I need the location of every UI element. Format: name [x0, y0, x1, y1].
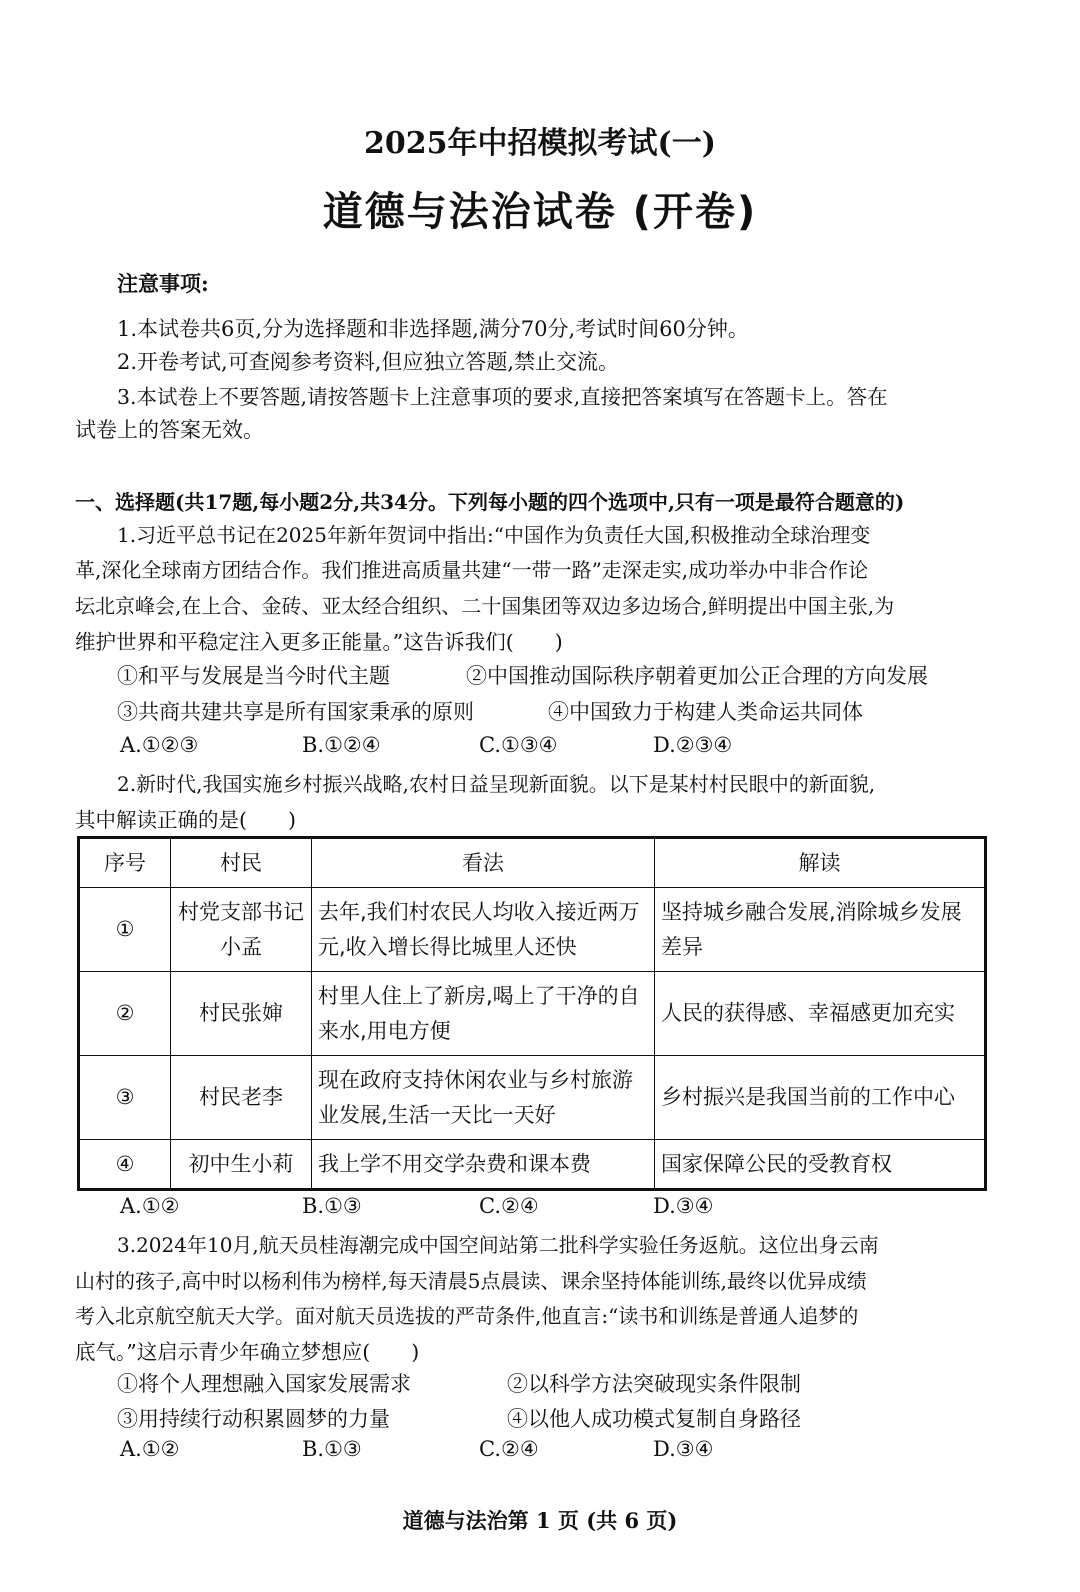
notice-item: 试卷上的答案无效。 [75, 418, 264, 442]
question-3-line: 3.2024年10月,航天员桂海潮完成中国空间站第二批科学实验任务返航。这位出身云南 [117, 1233, 879, 1257]
section-heading: 一、选择题(共17题,每小题2分,共34分。下列每小题的四个选项中,只有一项是最符合题意的) [75, 490, 905, 514]
q1-option-d[interactable]: D.②③④ [653, 733, 733, 757]
q3-statement-1: ①将个人理想融入国家发展需求 [117, 1372, 411, 1396]
q2-option-b[interactable]: B.①③ [302, 1194, 362, 1218]
q1-option-b[interactable]: B.①②④ [302, 733, 381, 757]
question-3-line: 底气。”这启示青少年确立梦想应( ) [75, 1340, 420, 1364]
q1-statement-2: ②中国推动国际秩序朝着更加公正合理的方向发展 [466, 664, 928, 688]
notice-heading: 注意事项: [117, 271, 209, 296]
row-number: ② [79, 972, 171, 1056]
col-header-view: 看法 [312, 838, 655, 888]
q2-option-c[interactable]: C.②④ [479, 1194, 539, 1218]
row-reading: 乡村振兴是我国当前的工作中心 [655, 1056, 986, 1140]
q1-option-a[interactable]: A.①②③ [120, 733, 199, 757]
row-villager: 村党支部书记小孟 [171, 888, 312, 972]
row-villager: 初中生小莉 [171, 1140, 312, 1190]
q3-statement-3: ③用持续行动积累圆梦的力量 [117, 1407, 390, 1431]
notice-item: 3.本试卷上不要答题,请按答题卡上注意事项的要求,直接把答案填写在答题卡上。答在 [117, 385, 888, 409]
question-1-line: 革,深化全球南方团结合作。我们推进高质量共建“一带一路”走深走实,成功举办中非合作论 [75, 558, 869, 582]
q3-option-c[interactable]: C.②④ [479, 1437, 539, 1461]
q1-option-c[interactable]: C.①③④ [479, 733, 558, 757]
q3-statement-2: ②以科学方法突破现实条件限制 [507, 1372, 801, 1396]
row-number: ③ [79, 1056, 171, 1140]
row-view: 我上学不用交学杂费和课本费 [312, 1140, 655, 1190]
question-2-line: 2.新时代,我国实施乡村振兴战略,农村日益呈现新面貌。以下是某村村民眼中的新面貌, [117, 772, 876, 796]
question-3-line: 山村的孩子,高中时以杨利伟为榜样,每天清晨5点晨读、课余坚持体能训练,最终以优异成绩 [75, 1269, 867, 1293]
q1-statement-1: ①和平与发展是当今时代主题 [117, 664, 390, 688]
page-footer: 道德与法治第 1 页 (共 6 页) [402, 1508, 678, 1533]
q3-option-b[interactable]: B.①③ [302, 1437, 362, 1461]
row-villager: 村民老李 [171, 1056, 312, 1140]
notice-item: 2.开卷考试,可查阅参考资料,但应独立答题,禁止交流。 [117, 350, 620, 374]
row-view: 去年,我们村农民人均收入接近两万元,收入增长得比城里人还快 [312, 888, 655, 972]
question-1-line: 维护世界和平稳定注入更多正能量。”这告诉我们( ) [75, 630, 563, 654]
col-header-reading: 解读 [655, 838, 986, 888]
row-reading: 国家保障公民的受教育权 [655, 1140, 986, 1190]
col-header-villager: 村民 [171, 838, 312, 888]
question-1-line: 坛北京峰会,在上合、金砖、亚太经合组织、二十国集团等双边多边场合,鲜明提出中国主张,为 [75, 594, 895, 618]
col-header-number: 序号 [79, 838, 171, 888]
q3-option-a[interactable]: A.①② [120, 1437, 180, 1461]
q2-option-d[interactable]: D.③④ [653, 1194, 714, 1218]
table-row [79, 888, 986, 972]
row-number: ④ [79, 1140, 171, 1190]
q1-statement-4: ④中国致力于构建人类命运共同体 [548, 700, 863, 724]
q2-option-a[interactable]: A.①② [120, 1194, 180, 1218]
q3-option-d[interactable]: D.③④ [653, 1437, 714, 1461]
question-1-line: 1.习近平总书记在2025年新年贺词中指出:“中国作为负责任大国,积极推动全球治理变 [117, 523, 871, 547]
row-reading: 人民的获得感、幸福感更加充实 [655, 972, 986, 1056]
row-view: 村里人住上了新房,喝上了干净的自来水,用电方便 [312, 972, 655, 1056]
q3-statement-4: ④以他人成功模式复制自身路径 [507, 1407, 801, 1431]
row-villager: 村民张婶 [171, 972, 312, 1056]
question-2-line: 其中解读正确的是( ) [75, 808, 296, 832]
villager-views-table [77, 836, 987, 1191]
table-row [79, 1140, 986, 1190]
notice-item: 1.本试卷共6页,分为选择题和非选择题,满分70分,考试时间60分钟。 [117, 317, 749, 341]
row-view: 现在政府支持休闲农业与乡村旅游业发展,生活一天比一天好 [312, 1056, 655, 1140]
question-3-line: 考入北京航空航天大学。面对航天员选拔的严苛条件,他直言:“读书和训练是普通人追梦的 [75, 1304, 859, 1328]
row-number: ① [79, 888, 171, 972]
table-header-row [79, 838, 986, 888]
table-row [79, 972, 986, 1056]
row-reading: 坚持城乡融合发展,消除城乡发展差异 [655, 888, 986, 972]
q1-statement-3: ③共商共建共享是所有国家秉承的原则 [117, 700, 474, 724]
exam-subtitle: 2025年中招模拟考试(一) [364, 126, 716, 161]
exam-title: 道德与法治试卷 (开卷) [322, 189, 758, 235]
table-row [79, 1056, 986, 1140]
